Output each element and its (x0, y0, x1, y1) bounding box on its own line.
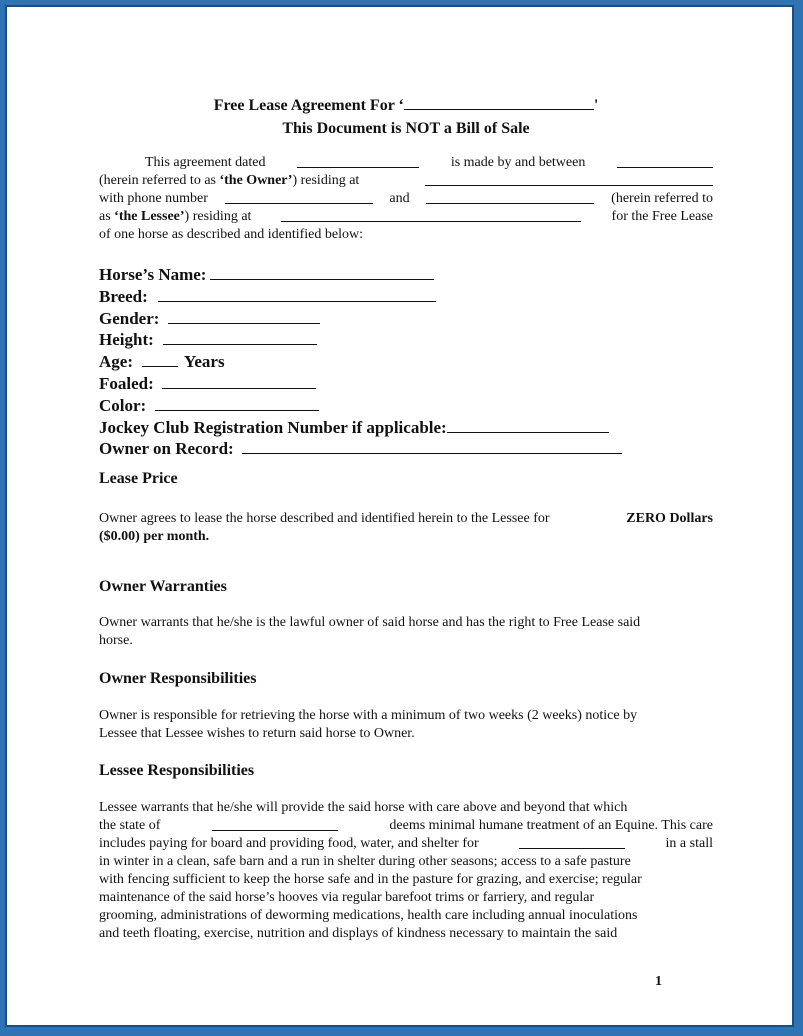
owner-address-blank[interactable] (425, 172, 713, 186)
lease-price-heading: Lease Price (99, 470, 178, 487)
height-blank[interactable] (163, 329, 317, 345)
owner-responsibilities-paragraph: Owner is responsible for retrieving the horse with a minimum of two weeks (2 weeks) notice by Lessee that Lessee wishes to return said horse to Owner. (99, 708, 638, 741)
field-foaled: Foaled: (99, 373, 713, 395)
date-blank[interactable] (297, 154, 419, 168)
horse-details (99, 264, 713, 460)
document-title: Free Lease Agreement For ‘ ' (213, 97, 599, 114)
intro-paragraph: This agreement dated is made by and between (herein referred to as ‘the Owner’) residing at with phone number and (herein referred to as ‘the Lessee’) residing at for the Free Lease of one horse as described and identified below: (99, 155, 713, 242)
field-color: Color: (99, 395, 713, 417)
duration-blank[interactable] (519, 835, 625, 849)
owner-warranties-heading: Owner Warranties (99, 578, 227, 595)
state-blank[interactable] (212, 817, 338, 831)
lease-price-paragraph: Owner agrees to lease the horse described and identified herein to the Lessee for ZERO Dollars ($0.00) per month. (99, 511, 713, 544)
color-blank[interactable] (155, 395, 319, 411)
field-age: Age: Years (99, 352, 225, 372)
lease-for-blank[interactable] (404, 96, 594, 110)
owner-phone-blank[interactable] (225, 190, 373, 204)
horse-name-blank[interactable] (210, 264, 434, 280)
registration-blank[interactable] (447, 417, 609, 433)
owner-warranties-paragraph: Owner warrants that he/she is the lawful owner of said horse and has the right to Free Lease said horse. (99, 615, 641, 648)
document-subtitle: This Document is NOT a Bill of Sale (282, 120, 530, 137)
lessee-responsibilities-heading: Lessee Responsibilities (99, 762, 255, 779)
lessee-name-blank[interactable] (426, 190, 594, 204)
owner-responsibilities-heading: Owner Responsibilities (99, 670, 257, 687)
field-horse-name: Horse’s Name: (99, 264, 713, 286)
owner-record-blank[interactable] (242, 438, 622, 454)
owner-name-blank[interactable] (617, 154, 713, 168)
page-frame (5, 5, 794, 1027)
field-owner-record: Owner on Record: (99, 438, 713, 460)
page-number: 1 (655, 974, 662, 989)
breed-blank[interactable] (158, 286, 436, 302)
field-breed: Breed: (99, 286, 713, 308)
foaled-blank[interactable] (162, 373, 316, 389)
lessee-responsibilities-paragraph: Lessee warrants that he/she will provide the said horse with care above and beyond that which the state of deems minimal humane treatment of an Equine. This care includes paying for board and providing food, water, and shelter for in a stall in winter in a clean, safe barn and a run in shelter during other seasons; access to a safe pasture with fencing sufficient to keep the horse safe and in the pasture for grazing, and exercise; regular maintenance of the said horse’s hooves via regular barefoot trims or farriery, and regular grooming, administrations of deworming medications, health care including annual inoculations and teeth floating, exercise, nutrition and displays of kindness necessary to maintain the said (99, 800, 713, 941)
lessee-address-blank[interactable] (281, 208, 581, 222)
field-height: Height: (99, 329, 713, 351)
field-registration: Jockey Club Registration Number if applicable: (99, 417, 713, 439)
gender-blank[interactable] (168, 308, 320, 324)
age-blank[interactable] (142, 351, 178, 367)
field-gender: Gender: (99, 308, 713, 330)
